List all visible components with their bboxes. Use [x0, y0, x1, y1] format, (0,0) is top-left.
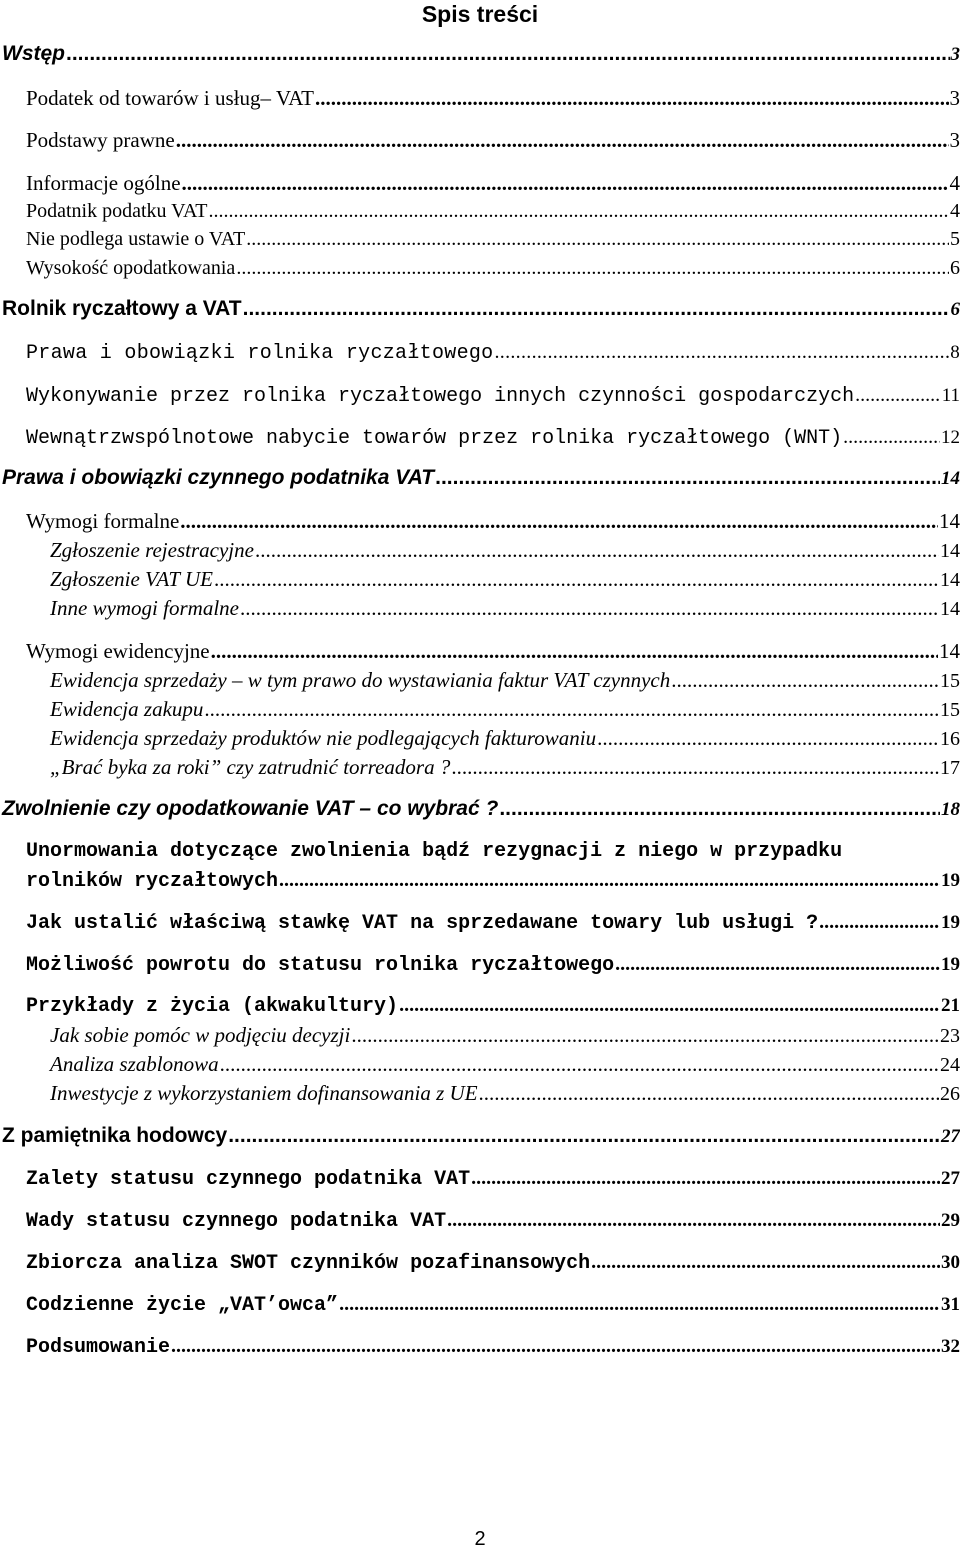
dot-leader — [855, 384, 941, 407]
toc-entry-label: Jak sobie pomóc w podjęciu decyzji — [50, 1023, 351, 1047]
toc-entry-page: 3 — [950, 44, 960, 65]
toc-entry-label: Podsumowanie — [26, 1336, 171, 1359]
toc-entry[interactable] — [26, 994, 960, 1018]
dot-leader — [451, 755, 939, 780]
toc-entry[interactable] — [50, 726, 960, 751]
toc-entry-page: 30 — [941, 1252, 960, 1273]
dot-leader — [351, 1023, 939, 1048]
dot-leader — [819, 911, 940, 934]
dot-leader — [399, 994, 940, 1017]
toc-entry-page: 3 — [949, 86, 960, 110]
toc-entry-label: „Brać byka za roki” czy zatrudnić torreadora ? — [50, 755, 451, 779]
toc-entry-label: Prawa i obowiązki rolnika ryczałtowego — [26, 342, 494, 365]
toc-entry-label: Wymogi ewidencyjne — [26, 639, 210, 663]
toc-entry-label: Zwolnienie czy opodatkowanie VAT – co wybrać ? — [2, 797, 499, 820]
toc-entry-page: 18 — [941, 799, 960, 820]
toc-entry[interactable] — [26, 228, 960, 251]
toc-entry[interactable] — [26, 171, 960, 196]
toc-entry-label: Analiza szablonowa — [50, 1052, 219, 1076]
toc-entry-page: 29 — [941, 1210, 960, 1231]
toc-entry[interactable] — [50, 596, 960, 621]
toc-entry-continued-line: Unormowania dotyczące zwolnienia bądź rezygnacji z niego w przypadku — [26, 840, 843, 863]
toc-entry-page: 14 — [940, 598, 960, 620]
dot-leader — [255, 538, 939, 563]
toc-entry-page: 27 — [941, 1126, 960, 1147]
toc-entry-page: 11 — [941, 385, 960, 406]
dot-leader — [204, 697, 939, 722]
toc-entry-label: Zgłoszenie rejestracyjne — [50, 538, 254, 562]
toc-entry[interactable] — [26, 384, 960, 408]
toc-entry[interactable] — [50, 538, 960, 563]
dot-leader — [597, 726, 939, 751]
toc-entry-page: 24 — [940, 1054, 960, 1076]
toc-entry-label: Wysokość opodatkowania — [26, 257, 236, 279]
toc-entry[interactable] — [2, 42, 960, 66]
toc-entry-page: 4 — [950, 200, 960, 222]
dot-leader — [240, 596, 939, 621]
dot-leader — [591, 1251, 940, 1274]
toc-entry[interactable] — [2, 297, 960, 321]
dot-leader — [315, 86, 949, 111]
toc-entry-page: 6 — [950, 299, 960, 320]
toc-entry-label: Zalety statusu czynnego podatnika VAT — [26, 1168, 471, 1191]
toc-entry-page: 15 — [940, 670, 960, 692]
toc-entry-label: Informacje ogólne — [26, 171, 181, 195]
dot-leader — [494, 341, 949, 364]
toc-entry[interactable] — [26, 257, 960, 280]
dot-leader — [171, 1335, 940, 1358]
toc-entry-label: Z pamiętnika hodowcy — [2, 1124, 228, 1147]
toc-entry-page: 17 — [940, 757, 960, 779]
toc-entry-page: 8 — [950, 342, 960, 363]
toc-entry-label: Rolnik ryczałtowy a VAT — [2, 297, 242, 320]
dot-leader — [471, 1167, 940, 1190]
dot-leader — [843, 426, 940, 449]
toc-entry-page: 27 — [941, 1168, 960, 1189]
toc-entry[interactable] — [50, 697, 960, 722]
dot-leader — [279, 869, 940, 892]
toc-entry[interactable] — [50, 1052, 960, 1077]
toc-entry[interactable] — [50, 1081, 960, 1106]
dot-leader — [180, 509, 938, 534]
toc-entry[interactable] — [26, 509, 960, 534]
toc-entry-page: 14 — [941, 468, 960, 489]
dot-leader — [246, 228, 949, 251]
toc-entry[interactable] — [26, 86, 960, 111]
toc-entry[interactable] — [2, 1124, 960, 1148]
page-number: 2 — [474, 1528, 486, 1550]
toc-entry-page: 32 — [941, 1336, 960, 1357]
toc-entry-label: Podatek od towarów i usług– VAT — [26, 86, 314, 110]
toc-entry-page: 15 — [940, 699, 960, 721]
toc-entry-label: Codzienne życie „VAT’owca” — [26, 1294, 339, 1317]
toc-entry-page: 14 — [939, 509, 960, 533]
toc-entry[interactable] — [2, 797, 960, 821]
dot-leader — [176, 128, 949, 153]
dot-leader — [214, 567, 939, 592]
toc-entry-page: 3 — [949, 128, 960, 152]
dot-leader — [66, 42, 950, 66]
dot-leader — [220, 1052, 939, 1077]
toc-entry[interactable] — [26, 911, 960, 935]
toc-entry-label: Wykonywanie przez rolnika ryczałtowego innych czynności gospodarczych — [26, 385, 855, 408]
toc-entry-label: Podstawy prawne — [26, 128, 175, 152]
toc-entry-label: Możliwość powrotu do statusu rolnika ryczałtowego — [26, 954, 615, 977]
toc-entry-page: 14 — [940, 569, 960, 591]
page-title: Spis treści — [421, 1, 539, 27]
toc-entry-label: Inne wymogi formalne — [50, 596, 239, 620]
toc-entry-page: 16 — [940, 728, 960, 750]
toc-entry[interactable] — [26, 639, 960, 664]
toc-entry-label: Prawa i obowiązki czynnego podatnika VAT — [2, 466, 435, 489]
dot-leader — [243, 297, 950, 321]
toc-entry-page: 12 — [941, 427, 960, 448]
toc-entry-label: Nie podlega ustawie o VAT — [26, 228, 246, 250]
toc-entry-page: 6 — [950, 257, 960, 279]
toc-entry-page: 21 — [941, 995, 960, 1016]
toc-entry[interactable] — [26, 341, 960, 365]
toc-entry[interactable] — [50, 567, 960, 592]
toc-entry-label: Inwestycje z wykorzystaniem dofinansowania z UE — [50, 1081, 478, 1105]
toc-entry-page: 19 — [941, 954, 960, 975]
toc-entry-page: 19 — [941, 912, 960, 933]
toc-entry[interactable] — [26, 200, 960, 223]
toc-entry-label: Przykłady z życia (akwakultury) — [26, 995, 399, 1018]
toc-entry-label: Podatnik podatku VAT — [26, 200, 208, 222]
dot-leader — [479, 1081, 939, 1106]
toc-entry[interactable] — [26, 953, 960, 977]
dot-leader — [435, 466, 940, 490]
toc-entry-page: 14 — [939, 639, 960, 663]
toc-entry-label: Ewidencja sprzedaży produktów nie podlegających fakturowaniu — [50, 726, 597, 750]
dot-leader — [671, 668, 939, 693]
toc-entry-page: 23 — [940, 1025, 960, 1047]
toc-entry-label: Wewnątrzwspólnotowe nabycie towarów przez rolnika ryczałtowego (WNT) — [26, 427, 843, 450]
dot-leader — [615, 953, 940, 976]
toc-entry-label: Ewidencja zakupu — [50, 697, 204, 721]
toc-entry-page: 26 — [940, 1083, 960, 1105]
dot-leader — [499, 797, 940, 821]
toc-entry[interactable] — [26, 128, 960, 153]
toc-entry-label: Wymogi formalne — [26, 509, 180, 533]
toc-entry-label: Ewidencja sprzedaży – w tym prawo do wystawiania faktur VAT czynnych — [50, 668, 671, 692]
toc-entry-label: Zbiorcza analiza SWOT czynników pozafinansowych — [26, 1252, 591, 1275]
toc-entry-label: rolników ryczałtowych — [26, 870, 279, 893]
toc-entry-page: 14 — [940, 540, 960, 562]
toc-entry[interactable] — [26, 869, 960, 893]
dot-leader — [447, 1209, 940, 1232]
toc-entry[interactable] — [26, 426, 960, 450]
toc-entry-label: Jak ustalić właściwą stawkę VAT na sprzedawane towary lub usługi ? — [26, 912, 819, 935]
toc-entry[interactable] — [2, 466, 960, 490]
toc-entry[interactable] — [50, 755, 960, 780]
toc-entry-page: 31 — [941, 1294, 960, 1315]
toc-entry-label: Zgłoszenie VAT UE — [50, 567, 213, 591]
toc-entry[interactable] — [26, 1251, 960, 1275]
toc-entry[interactable] — [26, 1167, 960, 1191]
toc-entry-page: 5 — [950, 228, 960, 250]
dot-leader — [211, 639, 938, 664]
dot-leader — [209, 200, 950, 223]
toc-entry[interactable] — [26, 1293, 960, 1317]
toc-entry-label: Wady statusu czynnego podatnika VAT — [26, 1210, 447, 1233]
toc-entry[interactable] — [26, 1335, 960, 1359]
dot-leader — [182, 171, 949, 196]
toc-entry-page: 19 — [941, 870, 960, 891]
toc-entry[interactable] — [50, 1023, 960, 1048]
dot-leader — [339, 1293, 940, 1316]
dot-leader — [236, 257, 949, 280]
toc-entry-label: Wstęp — [2, 42, 65, 65]
toc-entry[interactable] — [50, 668, 960, 693]
toc-entry-page: 4 — [949, 171, 960, 195]
toc-entry[interactable] — [26, 1209, 960, 1233]
dot-leader — [228, 1124, 940, 1148]
